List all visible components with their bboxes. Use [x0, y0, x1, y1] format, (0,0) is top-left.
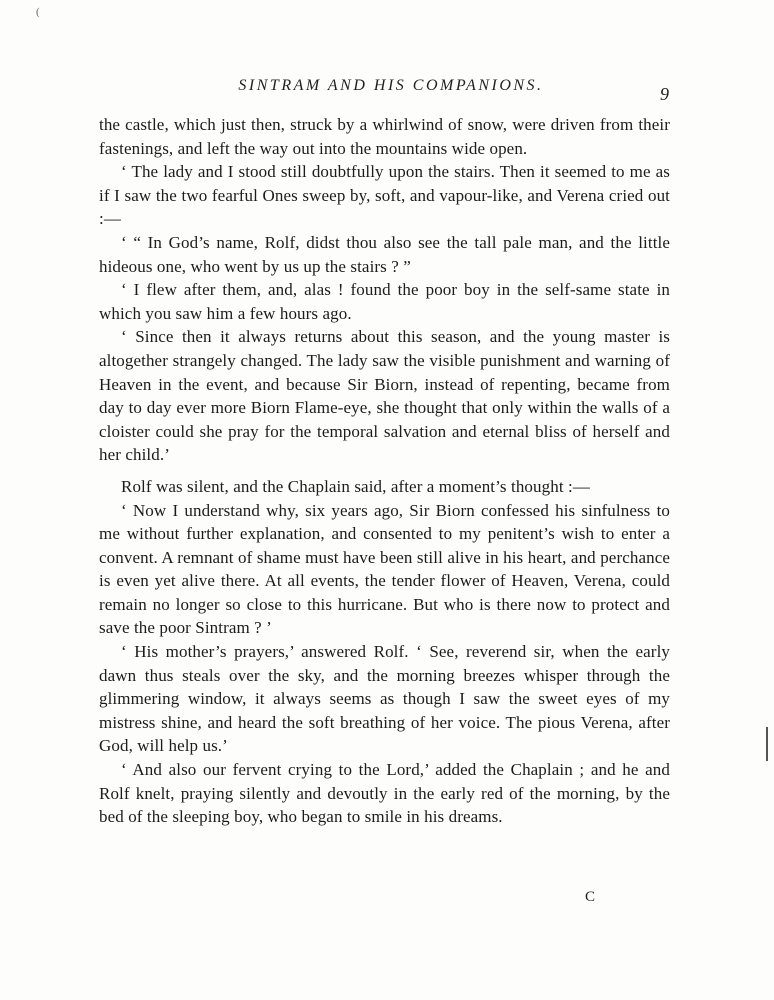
- page-number: 9: [660, 84, 669, 104]
- page-edge-notch: [766, 727, 768, 761]
- paragraph: ‘ The lady and I stood still doubtfully upon the stairs. Then it seemed to me as if I saw the two fearful Ones sweep by, soft, and vapour-like, and Verena cried out :—: [99, 162, 670, 229]
- paragraph: Rolf was silent, and the Chaplain said, after a moment’s thought :—: [121, 476, 590, 496]
- page-edge-mark: (: [36, 6, 40, 18]
- body-text: [99, 113, 670, 829]
- paragraph: ‘ I flew after them, and, alas ! found the poor boy in the self-same state in which you saw him a few hours ago.: [99, 280, 670, 323]
- running-head-text: SINTRAM AND HIS COMPANIONS.: [238, 77, 544, 94]
- running-head: [0, 77, 774, 95]
- paragraph: ‘ And also our fervent crying to the Lord,’ added the Chaplain ; and he and Rolf knelt, praying silently and devoutly in the early red of the morning, by the bed of the sleeping boy, who began to smile in his dreams.: [99, 760, 670, 827]
- paragraph: ‘ “ In God’s name, Rolf, didst thou also see the tall pale man, and the little hideous one, who went by us up the stairs ? ”: [99, 232, 670, 276]
- paragraph: ‘ Now I understand why, six years ago, Sir Biorn confessed his sinfulness to me without further explanation, and consented to my penitent’s wish to enter a convent. A remnant of shame must have been still alive in his heart, and perchance is even yet alive there. At all events, the tender flower of Heaven, Verena, could remain no longer so close to this hurricane. But who is there now to protect and save the poor Sintram ? ’: [99, 500, 670, 638]
- signature-mark: C: [585, 889, 596, 905]
- paragraph-continuation: the castle, which just then, struck by a whirlwind of snow, were driven from their fastenings, and left the way out into the mountains wide open.: [99, 115, 670, 158]
- paragraph: ‘ His mother’s prayers,’ answered Rolf. ‘ See, reverend sir, when the early dawn thus steals over the sky, and the morning breezes whisper through the glimmering window, it always seems as though I saw the sweet eyes of my mistress shine, and heard the soft breathing of her voice. The pious Verena, after God, will help us.’: [99, 642, 670, 756]
- paragraph: ‘ Since then it always returns about this season, and the young master is altogether strangely changed. The lady saw the visible punishment and warning of Heaven in the event, and because Sir Biorn, instead of repenting, became from day to day ever more Biorn Flame-eye, she thought that only within the walls of a cloister could she pray for the temporal salvation and eternal bliss of herself and her child.’: [99, 327, 670, 465]
